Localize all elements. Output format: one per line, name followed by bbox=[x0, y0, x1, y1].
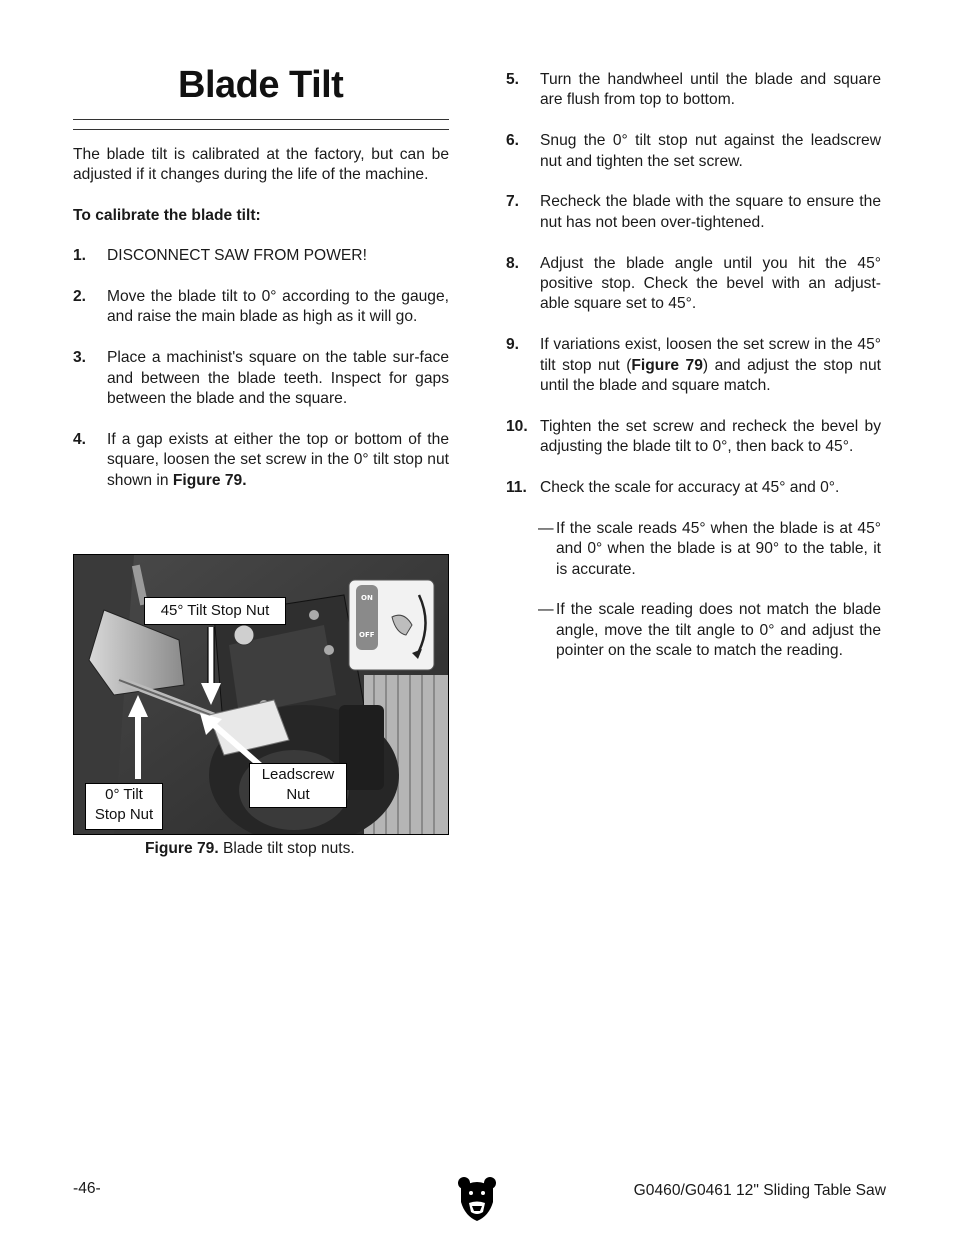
step-1 bbox=[73, 246, 449, 266]
caption-label: Figure 79. bbox=[145, 840, 219, 857]
callout-lead-line1: Leadscrew bbox=[261, 766, 335, 783]
figure-reference: Figure 79. bbox=[172, 471, 247, 489]
figure-reference: Figure 79 bbox=[631, 356, 703, 374]
dash-text: If the scale reads 45° when the blade is at 45° and 0° when the blade is at 90° to the table, it is accurate. bbox=[556, 519, 881, 578]
dash-item-adjust bbox=[506, 600, 881, 661]
step-text-plain: If a gap exists at either the top or bottom of the square, loosen the set screw in the 0° tilt stop nut shown in bbox=[107, 430, 449, 489]
step-text bbox=[540, 335, 881, 396]
step-10 bbox=[506, 417, 881, 458]
step-number: 6. bbox=[506, 132, 520, 150]
callout-0-line1: 0° Tilt bbox=[105, 786, 143, 803]
procedure-subhead: To calibrate the blade tilt: bbox=[73, 206, 261, 224]
grizzly-bear-logo-icon bbox=[457, 1176, 497, 1222]
right-column bbox=[506, 70, 881, 682]
step-number: 8. bbox=[506, 254, 520, 272]
dash-item-accurate bbox=[506, 519, 881, 580]
page-number: -46- bbox=[73, 1180, 101, 1197]
caption-text: Blade tilt stop nuts. bbox=[218, 840, 355, 857]
step-5 bbox=[506, 70, 881, 111]
step-number: 9. bbox=[506, 336, 520, 354]
step-9 bbox=[506, 335, 881, 396]
step-6 bbox=[506, 131, 881, 172]
step-text-plain: If variations exist, loosen the set screw in the 45° tilt stop nut ( bbox=[540, 336, 881, 374]
em-dash: — bbox=[538, 601, 554, 619]
step-text: Turn the handwheel until the blade and square are flush from top to bottom. bbox=[540, 71, 881, 109]
step-7 bbox=[506, 192, 881, 233]
step-text: Snug the 0° tilt stop nut against the leadscrew nut and tighten the set screw. bbox=[540, 132, 881, 170]
switch-off-label: OFF bbox=[359, 631, 375, 639]
step-text: Recheck the blade with the square to ensure the nut has not been over-tightened. bbox=[540, 193, 881, 231]
step-number: 7. bbox=[506, 193, 520, 211]
step-number: 5. bbox=[506, 71, 520, 88]
switch-on-label: ON bbox=[361, 594, 373, 602]
step-number: 3. bbox=[73, 349, 87, 367]
page-title: Blade Tilt bbox=[178, 64, 344, 106]
step-text: Tighten the set screw and recheck the bevel by adjusting the blade tilt to 0°, then back to 45°. bbox=[540, 417, 881, 456]
step-4 bbox=[73, 430, 449, 491]
title-rule-bottom bbox=[73, 129, 449, 130]
step-2 bbox=[73, 287, 449, 328]
callout-leadscrew-nut bbox=[249, 763, 347, 808]
left-column bbox=[73, 145, 449, 511]
figure-79-photo bbox=[73, 554, 449, 835]
step-text: Move the blade tilt to 0° according to the gauge, and raise the main blade as high as it will go. bbox=[107, 288, 449, 326]
figure-caption bbox=[145, 840, 355, 858]
step-number: 10. bbox=[506, 417, 528, 435]
step-text: Adjust the blade angle until you hit the 45° positive stop. Check the bevel with an adjust-able square set to 45°. bbox=[540, 254, 881, 313]
step-8 bbox=[506, 254, 881, 315]
callout-45-text: 45° Tilt Stop Nut bbox=[160, 602, 270, 619]
title-rule-top bbox=[73, 119, 449, 120]
step-text-plain: ) and adjust the stop nut until the blade and square match. bbox=[540, 356, 881, 395]
step-text: Check the scale for accuracy at 45° and 0°. bbox=[540, 479, 840, 497]
step-number: 4. bbox=[73, 430, 87, 448]
step-text bbox=[107, 430, 449, 491]
callout-45-tilt-stop-nut bbox=[144, 597, 286, 625]
step-text: DISCONNECT SAW FROM POWER! bbox=[107, 247, 367, 265]
step-11 bbox=[506, 478, 881, 498]
callout-0-line2: Stop Nut bbox=[94, 806, 154, 823]
callout-0-tilt-stop-nut bbox=[85, 783, 163, 830]
step-3 bbox=[73, 348, 449, 409]
em-dash: — bbox=[538, 519, 554, 537]
dash-text: If the scale reading does not match the blade angle, move the tilt angle to 0° and adjust the pointer on the scale to match the reading. bbox=[556, 601, 881, 660]
step-text: Place a machinist's square on the table sur-face and between the blade teeth. Inspect for gaps between the blade and the square. bbox=[107, 349, 449, 408]
intro-paragraph: The blade tilt is calibrated at the factory, but can be adjusted if it changes during the life of the machine. bbox=[73, 146, 449, 184]
step-number: 11. bbox=[506, 479, 527, 497]
callout-lead-line2: Nut bbox=[286, 786, 310, 803]
manual-title-footer: G0460/G0461 12" Sliding Table Saw bbox=[633, 1182, 886, 1199]
step-number: 2. bbox=[73, 288, 87, 306]
step-number: 1. bbox=[73, 247, 87, 265]
